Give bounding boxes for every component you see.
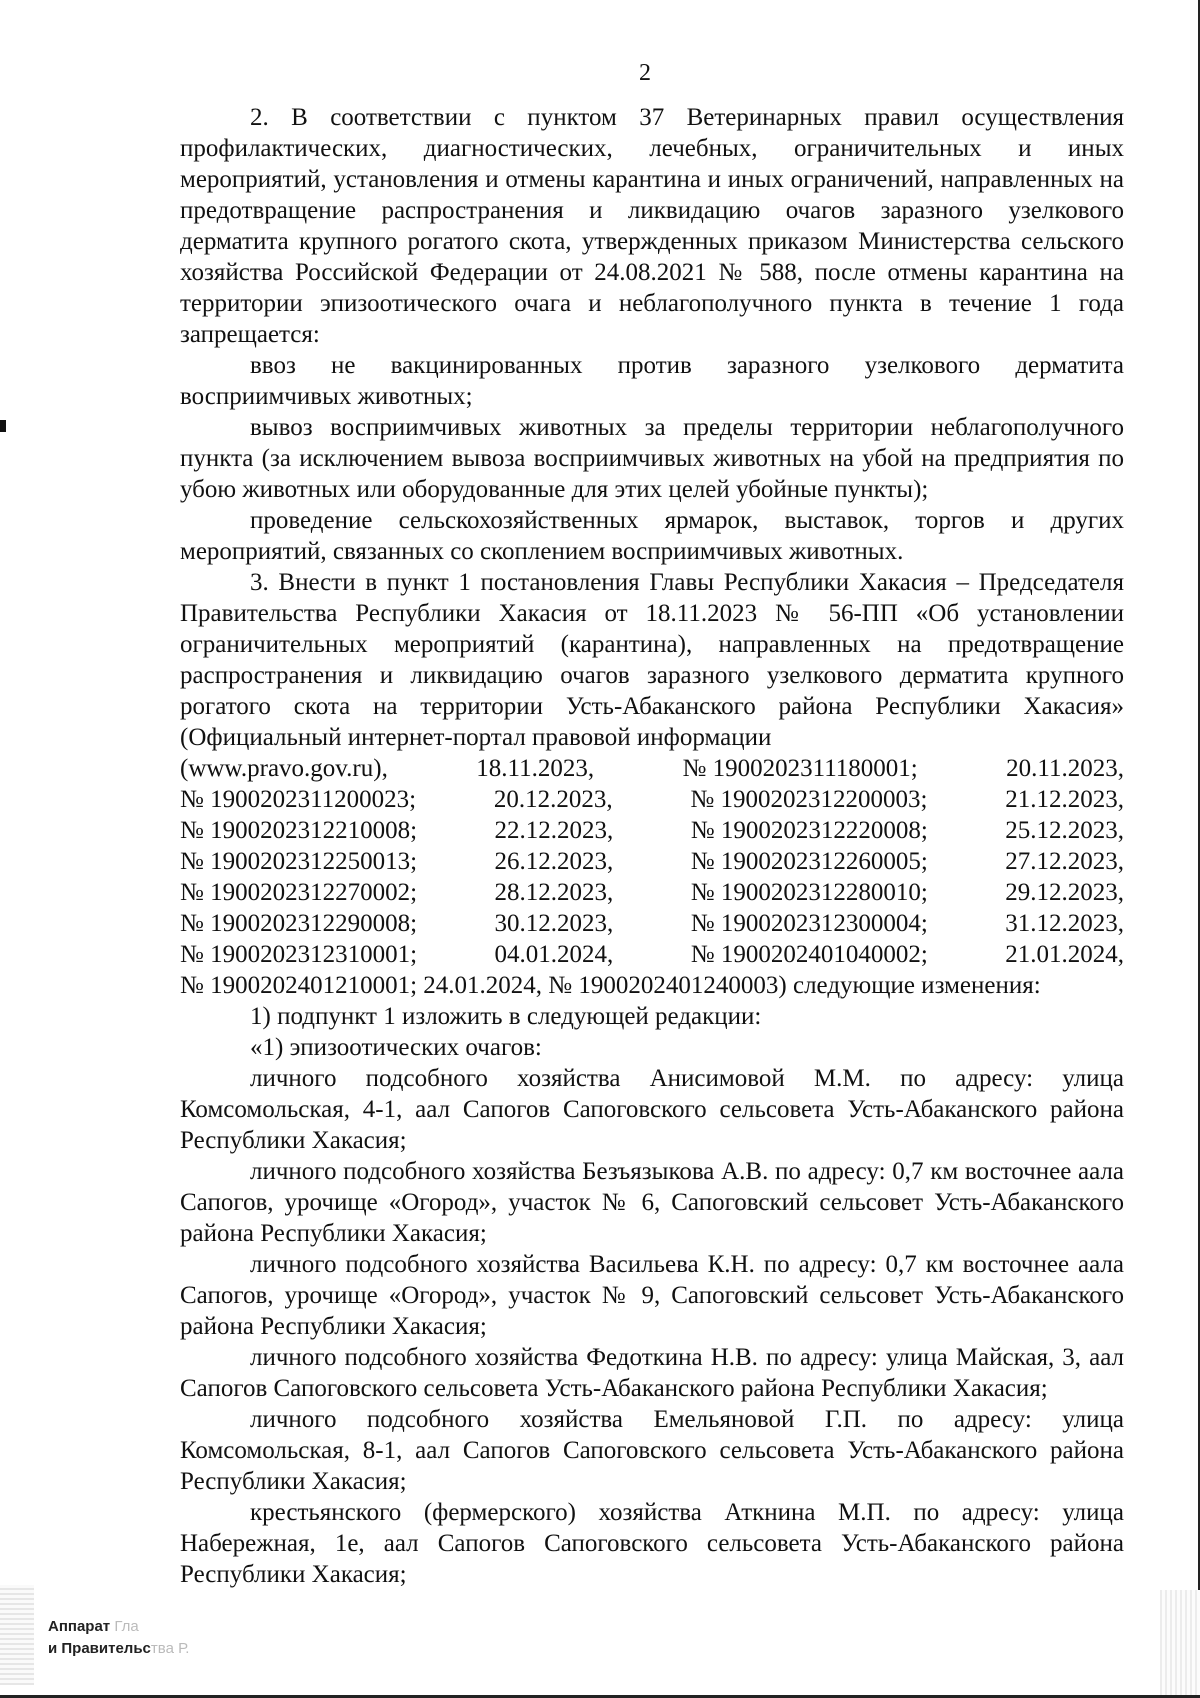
footer-line-2-faded: тва Р. [150,1640,190,1657]
registry-line [180,939,1124,970]
scan-artifact-left [0,1585,34,1685]
registry-cell: (www.pravo.gov.ru), [180,755,388,782]
farm-entry: крестьянского (фермерского) хозяйства Аткнина М.П. по адресу: улица Набережная, 1е, аал Сапогов Сапоговского сельсовета Усть-Абаканского района Республики Хакасия; [180,1499,1124,1588]
paragraph-ban-export: вывоз восприимчивых животных за пределы территории неблагополучного пункта (за исключением вывоза восприимчивых животных на убой на предприятия по убою животных или оборудованные для этих целей убойные пункты); [180,414,1124,503]
farm-entry: личного подсобного хозяйства Емельяновой Г.П. по адресу: улица Комсомольская, 8-1, аал Сапогов Сапоговского сельсовета Усть-Абаканского района Республики Хакасия; [180,1406,1124,1495]
page-number: 2 [639,60,651,86]
registry-cell: 27.12.2023, [1005,848,1124,875]
paragraph-clause-2: 2. В соответствии с пунктом 37 Ветеринарных правил осуществления профилактических, диагностических, лечебных, ограничительных и иных мероприятий, установления и отмены карантина и иных ограничений, направленных на предотвращение распространения и ликвидацию очагов заразного узелкового дерматита крупного рогатого скота, утвержденных приказом Министерства сельского хозяйства Российской Федерации от 24.08.2021 № 588, после отмены карантина на территории эпизоотического очага и неблагополучного пункта в течение 1 года запрещается: [180,104,1124,348]
registry-cell: № 1900202312210008; [180,817,418,844]
registry-cell: № 1900202311180001; [682,755,918,782]
registry-cell: 21.01.2024, [1005,941,1124,968]
registry-cell: 31.12.2023, [1005,910,1124,937]
registry-cell: 21.12.2023, [1005,786,1124,813]
footer-line-2 [48,1638,189,1660]
registry-line [180,753,1124,784]
document-body [180,102,1124,1590]
registry-cell: 04.01.2024, [494,941,614,968]
subpoint-heading: «1) эпизоотических очагов: [250,1034,542,1061]
farm-entry: личного подсобного хозяйства Федоткина Н.В. по адресу: улица Майская, 3, аал Сапогов Сапоговского сельсовета Усть-Абаканского района Республики Хакасия; [180,1344,1124,1402]
registry-tail: № 1900202401210001; 24.01.2024, № 1900202401240003) следующие изменения: [180,972,1041,999]
registry-cell: 30.12.2023, [494,910,614,937]
registry-cell: 25.12.2023, [1005,817,1124,844]
registry-cell: № 1900202312290008; [180,910,418,937]
registry-cell: 22.12.2023, [494,817,614,844]
registry-cell: № 1900202312310001; [180,941,418,968]
footer-stamp [48,1616,189,1660]
registry-line [180,815,1124,846]
registry-cell: № 1900202312280010; [690,879,928,906]
registry-cell: 26.12.2023, [494,848,614,875]
registry-block [180,753,1124,1001]
footer-line-1-bold: Аппарат [48,1618,111,1635]
footer-line-1 [48,1616,189,1638]
registry-line [180,784,1124,815]
registry-cell: 29.12.2023, [1005,879,1124,906]
registry-cell: № 1900202312200003; [690,786,928,813]
scan-artifact-right [1160,1590,1200,1695]
registry-cell: 20.12.2023, [493,786,613,813]
registry-line [180,846,1124,877]
registry-cell: 20.11.2023, [1006,755,1124,782]
footer-line-2-bold: и Правительс [48,1640,151,1657]
farm-entry: личного подсобного хозяйства Васильева К.Н. по адресу: 0,7 км восточнее аала Сапогов, урочище «Огород», участок № 9, Сапоговский сельсовет Усть-Абаканского района Республики Хакасия; [180,1251,1124,1340]
registry-cell: № 1900202312220008; [690,817,928,844]
paragraph-ban-import: ввоз не вакцинированных против заразного узелкового дерматита восприимчивых животных; [180,352,1124,410]
farm-entry: личного подсобного хозяйства Анисимовой М.М. по адресу: улица Комсомольская, 4-1, аал Сапогов Сапоговского сельсовета Усть-Абаканского района Республики Хакасия; [180,1065,1124,1154]
registry-line [180,908,1124,939]
subpoint-intro: 1) подпункт 1 изложить в следующей редакции: [250,1003,762,1030]
registry-cell: № 1900202311200023; [180,786,417,813]
farm-entry: личного подсобного хозяйства Безъязыкова А.В. по адресу: 0,7 км восточнее аала Сапогов, урочище «Огород», участок № 6, Сапоговский сельсовет Усть-Абаканского района Республики Хакасия; [180,1158,1124,1247]
registry-cell: 18.11.2023, [476,755,595,782]
registry-cell: 28.12.2023, [494,879,614,906]
scan-edge-mark [0,420,6,432]
registry-cell: № 1900202312270002; [180,879,418,906]
footer-line-1-faded: Гла [114,1618,139,1635]
registry-cell: № 1900202312260005; [690,848,928,875]
registry-cell: № 1900202401040002; [690,941,928,968]
paragraph-ban-fairs: проведение сельскохозяйственных ярмарок, выставок, торгов и других мероприятий, связанных со скоплением восприимчивых животных. [180,507,1124,565]
paragraph-clause-3: 3. Внести в пункт 1 постановления Главы Республики Хакасия – Председателя Правительства Республики Хакасия от 18.11.2023 № 56-ПП «Об установлении ограничительных мероприятий (карантина), направленных на предотвращение распространения и ликвидацию очагов заразного узелкового дерматита крупного рогатого скота на территории Усть-Абаканского района Республики Хакасия» (Официальный интернет-портал правовой информации [180,569,1124,751]
registry-line [180,877,1124,908]
registry-cell: № 1900202312250013; [180,848,418,875]
registry-cell: № 1900202312300004; [690,910,928,937]
